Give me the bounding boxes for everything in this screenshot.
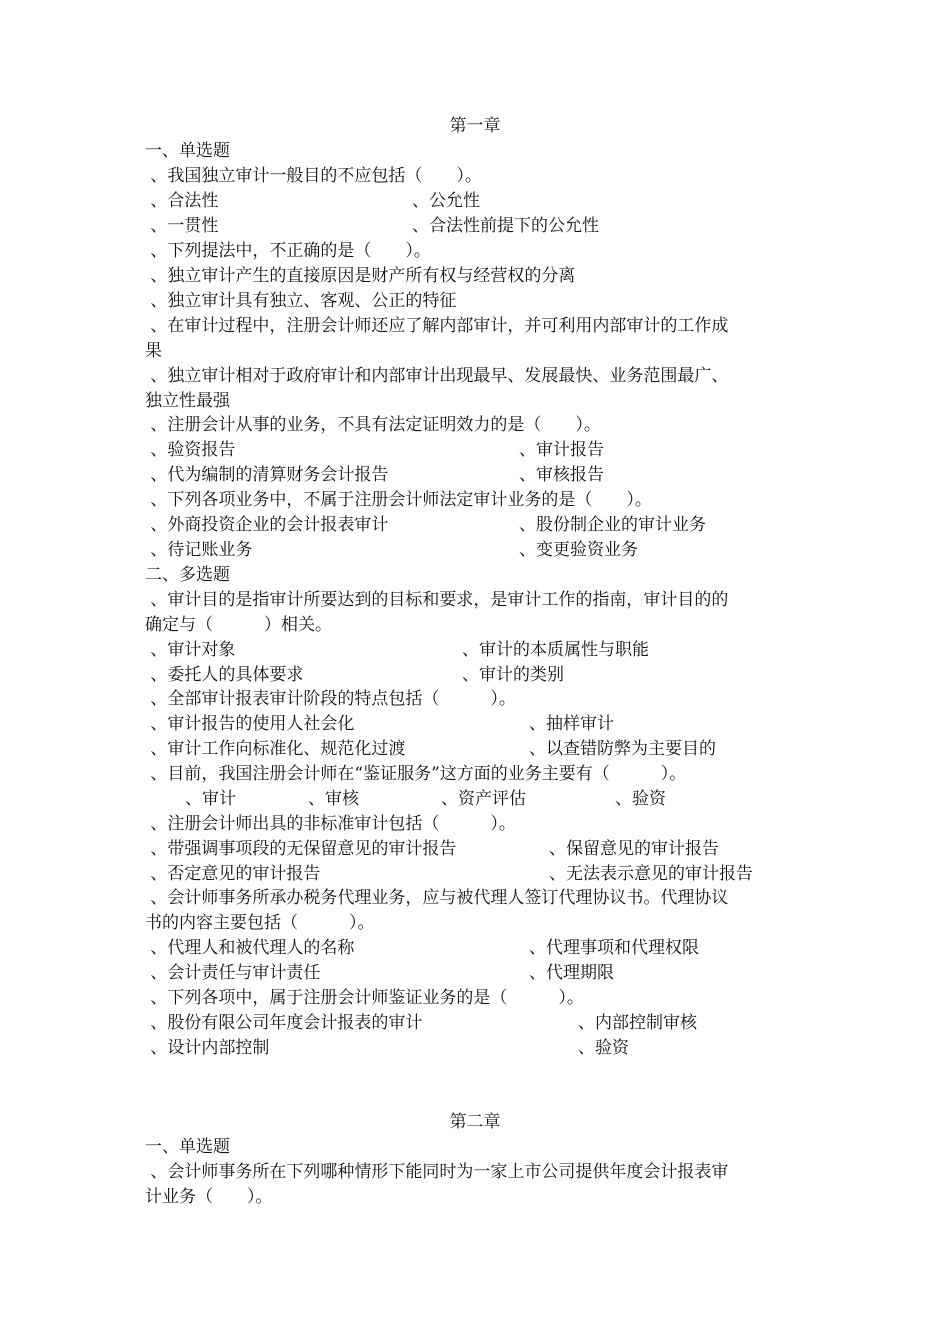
option-d: 、代理期限 <box>529 963 614 983</box>
option-c: 、会计责任与审计责任 <box>145 963 321 983</box>
option-a: 、审计对象 <box>145 640 236 660</box>
option-d: 、无法表示意见的审计报告 <box>549 864 753 884</box>
option-c: 、否定意见的审计报告 <box>145 864 321 884</box>
option-b: 、抽样审计 <box>529 714 614 734</box>
option-b: 、审核 <box>308 789 359 809</box>
option-b: 、审计报告 <box>519 440 604 460</box>
option-b: 、代理事项和代理权限 <box>529 938 699 958</box>
option-b: 、股份制企业的审计业务 <box>519 515 706 535</box>
option-a: 、代理人和被代理人的名称 <box>145 938 355 958</box>
section-single-choice: 一、单选题 <box>145 141 230 161</box>
chapter-2-title: 第二章 <box>449 1112 501 1132</box>
question-text-continued: 确定与（ ）相关。 <box>145 615 332 635</box>
option-b: 、内部控制审核 <box>578 1013 697 1033</box>
question-text: 、全部审计报表审计阶段的特点包括（ ）。 <box>145 689 516 709</box>
option-d: 、合法性前提下的公允性 <box>412 216 599 236</box>
question-text: 、目前，我国注册会计师在“鉴证服务”这方面的业务主要有（ ）。 <box>145 764 687 784</box>
option-d: 、以查错防弊为主要目的 <box>529 739 716 759</box>
option-a: 、带强调事项段的无保留意见的审计报告 <box>145 839 457 859</box>
section-single-choice: 一、单选题 <box>145 1137 230 1157</box>
option-a: 、外商投资企业的会计报表审计 <box>145 515 389 535</box>
option-a: 、审计 <box>185 789 236 809</box>
option-c: 、待记账业务 <box>145 540 253 560</box>
option-b: 、保留意见的审计报告 <box>549 839 719 859</box>
option-d: 、变更验资业务 <box>519 540 638 560</box>
option-a: 、独立审计产生的直接原因是财产所有权与经营权的分离 <box>145 266 576 286</box>
question-text-continued: 计业务（ ）。 <box>145 1187 273 1207</box>
option-d-continued: 独立性最强 <box>145 391 230 411</box>
question-text: 、会计师事务所在下列哪种情形下能同时为一家上市公司提供年度会计报表审 <box>145 1162 729 1182</box>
option-c: 、设计内部控制 <box>145 1038 270 1058</box>
option-a: 、股份有限公司年度会计报表的审计 <box>145 1013 423 1033</box>
option-a: 、合法性 <box>145 191 219 211</box>
question-text: 、注册会计从事的业务，不具有法定证明效力的是（ ）。 <box>145 415 601 435</box>
option-c: 、资产评估 <box>441 789 526 809</box>
question-text: 、下列提法中，不正确的是（ ）。 <box>145 241 431 261</box>
option-b: 、公允性 <box>412 191 480 211</box>
question-text: 、下列各项中，属于注册会计师鉴证业务的是（ ）。 <box>145 988 584 1008</box>
option-c: 、委托人的具体要求 <box>145 665 304 685</box>
option-d: 、审计的类别 <box>462 665 564 685</box>
chapter-1-title: 第一章 <box>449 116 501 136</box>
option-d: 、验资 <box>615 789 666 809</box>
option-c: 、在审计过程中，注册会计师还应了解内部审计，并可利用内部审计的工作成 <box>145 316 729 336</box>
option-b: 、独立审计具有独立、客观、公正的特征 <box>145 291 457 311</box>
option-c: 、一贯性 <box>145 216 219 236</box>
question-text: 、下列各项业务中，不属于注册会计师法定审计业务的是（ ）。 <box>145 490 652 510</box>
option-c: 、审计工作向标准化、规范化过渡 <box>145 739 406 759</box>
option-c: 、代为编制的清算财务会计报告 <box>145 465 389 485</box>
option-d: 、审核报告 <box>519 465 604 485</box>
section-multiple-choice: 二、多选题 <box>145 565 230 585</box>
option-a: 、审计报告的使用人社会化 <box>145 714 355 734</box>
question-text: 、审计目的是指审计所要达到的目标和要求，是审计工作的指南，审计目的的 <box>145 590 729 610</box>
option-d: 、独立审计相对于政府审计和内部审计出现最早、发展最快、业务范围最广、 <box>145 366 729 386</box>
question-text: 、会计师事务所承办税务代理业务，应与被代理人签订代理协议书。代理协议 <box>145 888 729 908</box>
option-b: 、审计的本质属性与职能 <box>462 640 649 660</box>
option-a: 、验资报告 <box>145 440 236 460</box>
option-d: 、验资 <box>578 1038 629 1058</box>
question-text-continued: 书的内容主要包括（ ）。 <box>145 913 375 933</box>
question-text: 、我国独立审计一般目的不应包括（ ）。 <box>145 166 482 186</box>
question-text: 、注册会计师出具的非标准审计包括（ ）。 <box>145 814 516 834</box>
option-c-continued: 果 <box>145 341 162 361</box>
